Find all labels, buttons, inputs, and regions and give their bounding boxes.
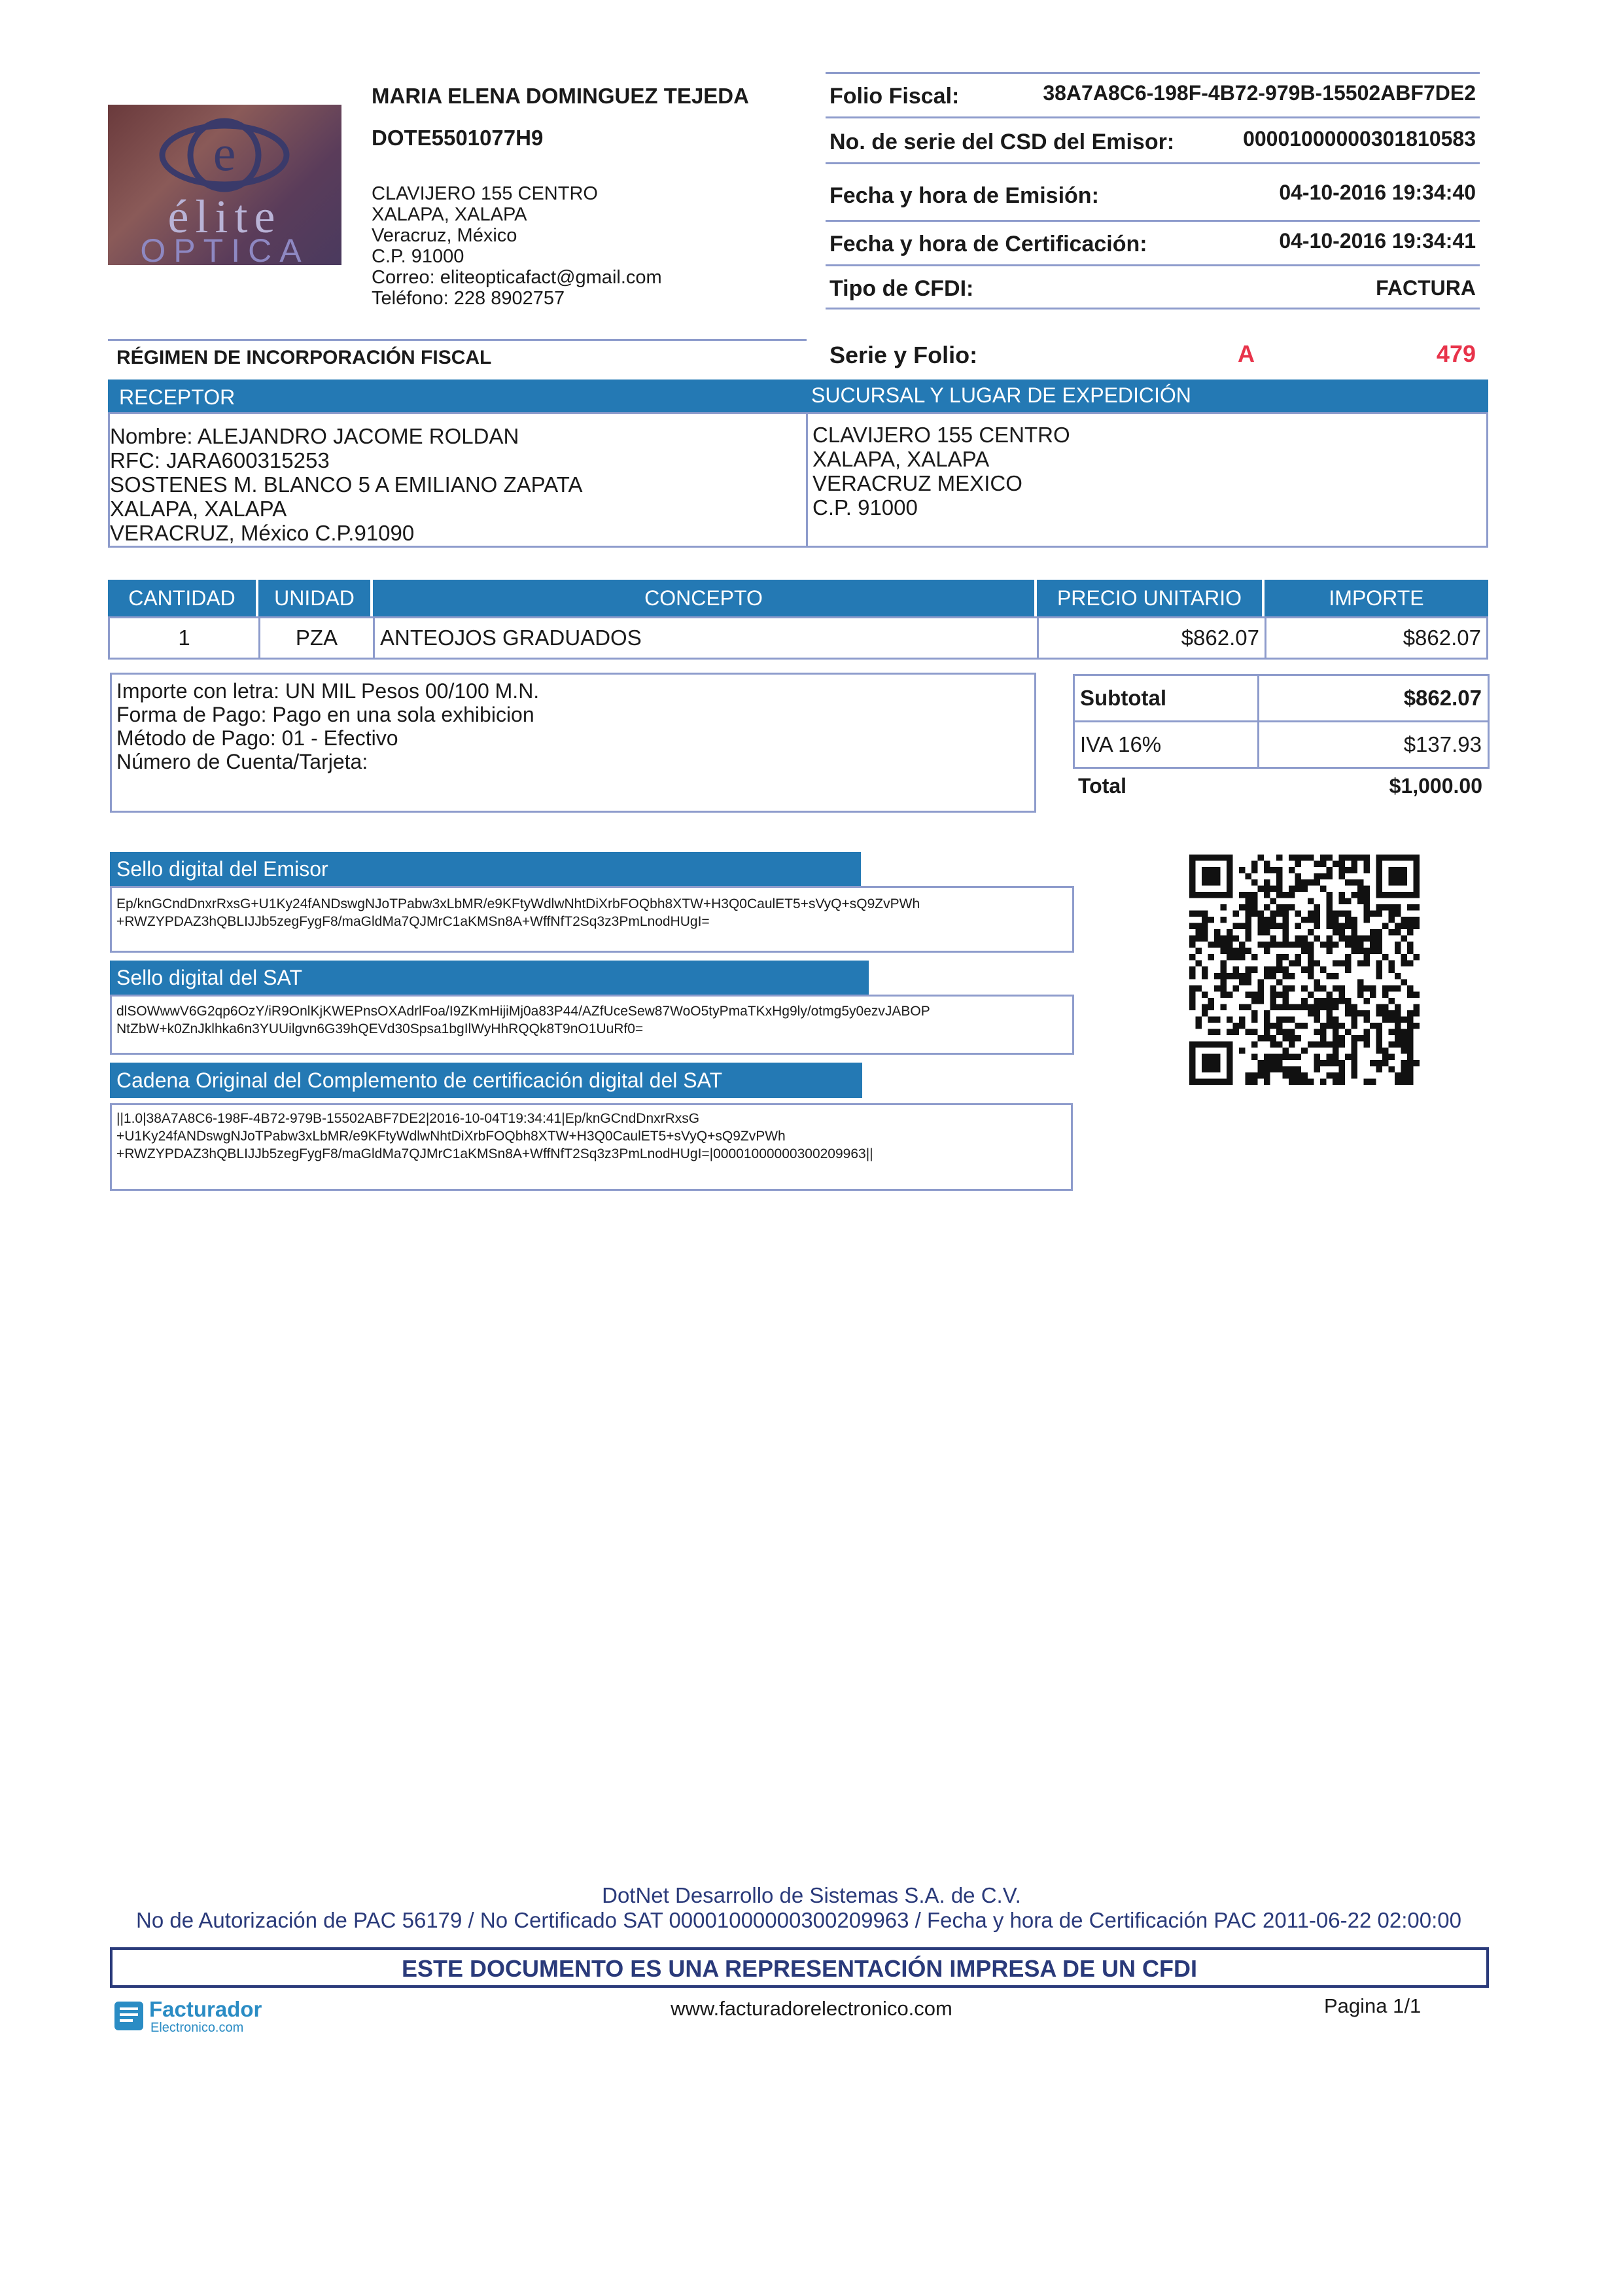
col-unidad: UNIDAD [258,580,373,616]
receptor-city: XALAPA, XALAPA [110,497,287,521]
emisor-seal-line: Ep/knGCndDnxrRxsG+U1Ky24fANDswgNJoTPabw3xLbMR/e9KFtyWdlwNhtDiXrbFOQbh8XTW+H3Q0CaulET5+sVyQ+sQ9ZvPWh [116,896,920,911]
issuer-address-line: XALAPA, XALAPA [372,204,527,225]
emisor-seal-line: +RWZYPDAZ3hQBLIJJb5zegFygF8/maGldMa7QJMrC1aKMSn8A+WffNfT2Sq3z3PmLnodHUgI= [116,914,710,929]
iva-value: $137.93 [1403,732,1482,756]
sat-seal [116,1002,1069,1038]
divider [108,339,807,341]
cell-precio: $862.07 [1039,618,1266,658]
cell-cantidad: 1 [110,618,260,658]
sat-seal-line: dlSOWwwV6G2qp6OzY/iR9OnlKjKWEPnsOXAdrlFoa/I9ZKmHijiMj0a83P44/AZfUceSew87WoO5tyPmaTKxHg9ly/otmg5y0ezvJABOP [116,1004,930,1019]
issuer-address-line: C.P. 91000 [372,246,464,267]
sat-seal-line: NtZbW+k0ZnJklhka6n3YUUilgvn6G39hQEVd30Spsa1bgIlWyHhRQQk8T9nO1UuRf0= [116,1021,644,1036]
receptor-rfc: RFC: JARA600315253 [110,448,330,472]
page-number: Pagina 1/1 [1324,1994,1422,2017]
issuer-address [372,183,662,309]
cell-unidad: PZA [260,618,375,658]
tipo-cfdi-value: FACTURA [1376,276,1476,300]
tax-regime: RÉGIMEN DE INCORPORACIÓN FISCAL [116,347,492,368]
payment-method: Método de Pago: 01 - Efectivo [116,726,398,750]
sucursal-line: XALAPA, XALAPA [812,447,990,471]
sucursal-line: C.P. 91000 [812,495,918,520]
issuer-name: MARIA ELENA DOMINGUEZ TEJEDA [372,84,749,108]
receptor-details [110,424,583,545]
iva-label: IVA 16% [1075,722,1259,767]
emisor-seal-title: Sello digital del Emisor [110,852,861,886]
logo-emblem-icon [159,113,290,198]
col-concepto: CONCEPTO [373,580,1037,616]
divider [826,308,1480,309]
csd-value: 00001000000301810583 [1243,127,1476,150]
subtotal-label: Subtotal [1075,676,1259,720]
company-logo [108,105,341,265]
divider [826,72,1480,74]
subtotal-value: $862.07 [1403,686,1482,710]
folio-value: 479 [1436,340,1476,367]
cadena-line: +RWZYPDAZ3hQBLIJJb5zegFygF8/maGldMa7QJMrC1aKMSn8A+WffNfT2Sq3z3PmLnodHUgI=|00001000000300209963|| [116,1146,873,1161]
total-label: Total [1078,774,1127,798]
certificacion-value: 04-10-2016 19:34:41 [1279,229,1476,253]
emision-value: 04-10-2016 19:34:40 [1279,181,1476,204]
pac-company: DotNet Desarrollo de Sistemas S.A. de C.V. [602,1883,1021,1907]
subtotal-row [1073,674,1490,722]
sat-seal-title: Sello digital del SAT [110,961,869,995]
cadena-line: +U1Ky24fANDswgNJoTPabw3xLbMR/e9KFtyWdlwNhtDiXrbFOQbh8XTW+H3Q0CaulET5+sVyQ+sQ9ZvPWh [116,1129,786,1144]
serie-folio-label: Serie y Folio: [829,342,978,368]
cadena-title: Cadena Original del Complemento de certificación digital del SAT [110,1063,862,1098]
issuer-address-line: CLAVIJERO 155 CENTRO [372,183,598,204]
sucursal-line: VERACRUZ MEXICO [812,471,1022,495]
divider [826,264,1480,266]
items-table-header [108,580,1488,616]
serie-value: A [1238,340,1255,367]
sucursal-details [812,423,1070,520]
issuer-email: Correo: eliteopticafact@gmail.com [372,267,662,288]
payment-form: Forma de Pago: Pago en una sola exhibicion [116,703,534,726]
emision-label: Fecha y hora de Emisión: [829,183,1099,208]
svg-text:e: e [213,124,236,181]
amount-in-words: Importe con letra: UN MIL Pesos 00/100 M.N. [116,679,540,703]
iva-row [1073,720,1490,769]
col-importe: IMPORTE [1329,586,1424,610]
folio-fiscal-value: 38A7A8C6-198F-4B72-979B-15502ABF7DE2 [1043,81,1476,105]
divider [826,162,1480,164]
total-value: $1,000.00 [1389,774,1482,798]
csd-label: No. de serie del CSD del Emisor: [829,130,1175,154]
facturador-brand: Facturador [149,1997,262,2021]
emisor-seal [116,895,1069,930]
cell-concepto: ANTEOJOS GRADUADOS [375,618,1039,658]
qr-code-icon [1189,855,1420,1085]
col-cantidad: CANTIDAD [108,580,258,616]
sucursal-title: SUCURSAL Y LUGAR DE EXPEDICIÓN [811,383,1191,407]
issuer-phone: Teléfono: 228 8902757 [372,288,565,309]
cadena-line: ||1.0|38A7A8C6-198F-4B72-979B-15502ABF7DE2|2016-10-04T19:34:41|Ep/knGCndDnxrRxsG [116,1111,700,1126]
tipo-cfdi-label: Tipo de CFDI: [829,276,974,301]
folio-fiscal-label: Folio Fiscal: [829,84,960,109]
logo-sub: OPTICA [140,232,309,265]
receptor-name: Nombre: ALEJANDRO JACOME ROLDAN [110,424,519,448]
cfdi-notice: ESTE DOCUMENTO ES UNA REPRESENTACIÓN IMPRESA DE UN CFDI [401,1955,1198,1982]
divider [826,116,1480,118]
logo-word: élite [167,190,282,243]
table-row [108,616,1488,660]
receptor-title: RECEPTOR [119,385,236,409]
payment-details [116,679,539,773]
issuer-rfc: DOTE5501077H9 [372,126,544,150]
issuer-address-line: Veracruz, México [372,225,517,246]
receptor-state: VERACRUZ, México C.P.91090 [110,521,415,545]
facturador-brand-sub: Electronico.com [150,2021,244,2035]
col-precio-unitario: PRECIO UNITARIO [1037,580,1265,616]
pac-authorization: No de Autorización de PAC 56179 / No Certificado SAT 00001000000300209963 / Fecha y hora de Certificación PAC 2011-06-22 02:00:00 [136,1908,1461,1932]
cadena-original [116,1110,1069,1163]
cell-importe: $862.07 [1403,626,1481,650]
account-number: Número de Cuenta/Tarjeta: [116,750,368,773]
receptor-header [108,380,1488,414]
receptor-address: SOSTENES M. BLANCO 5 A EMILIANO ZAPATA [110,472,583,497]
sucursal-line: CLAVIJERO 155 CENTRO [812,423,1070,447]
divider [826,220,1480,222]
website: www.facturadorelectronico.com [671,1997,952,2020]
certificacion-label: Fecha y hora de Certificación: [829,232,1147,256]
